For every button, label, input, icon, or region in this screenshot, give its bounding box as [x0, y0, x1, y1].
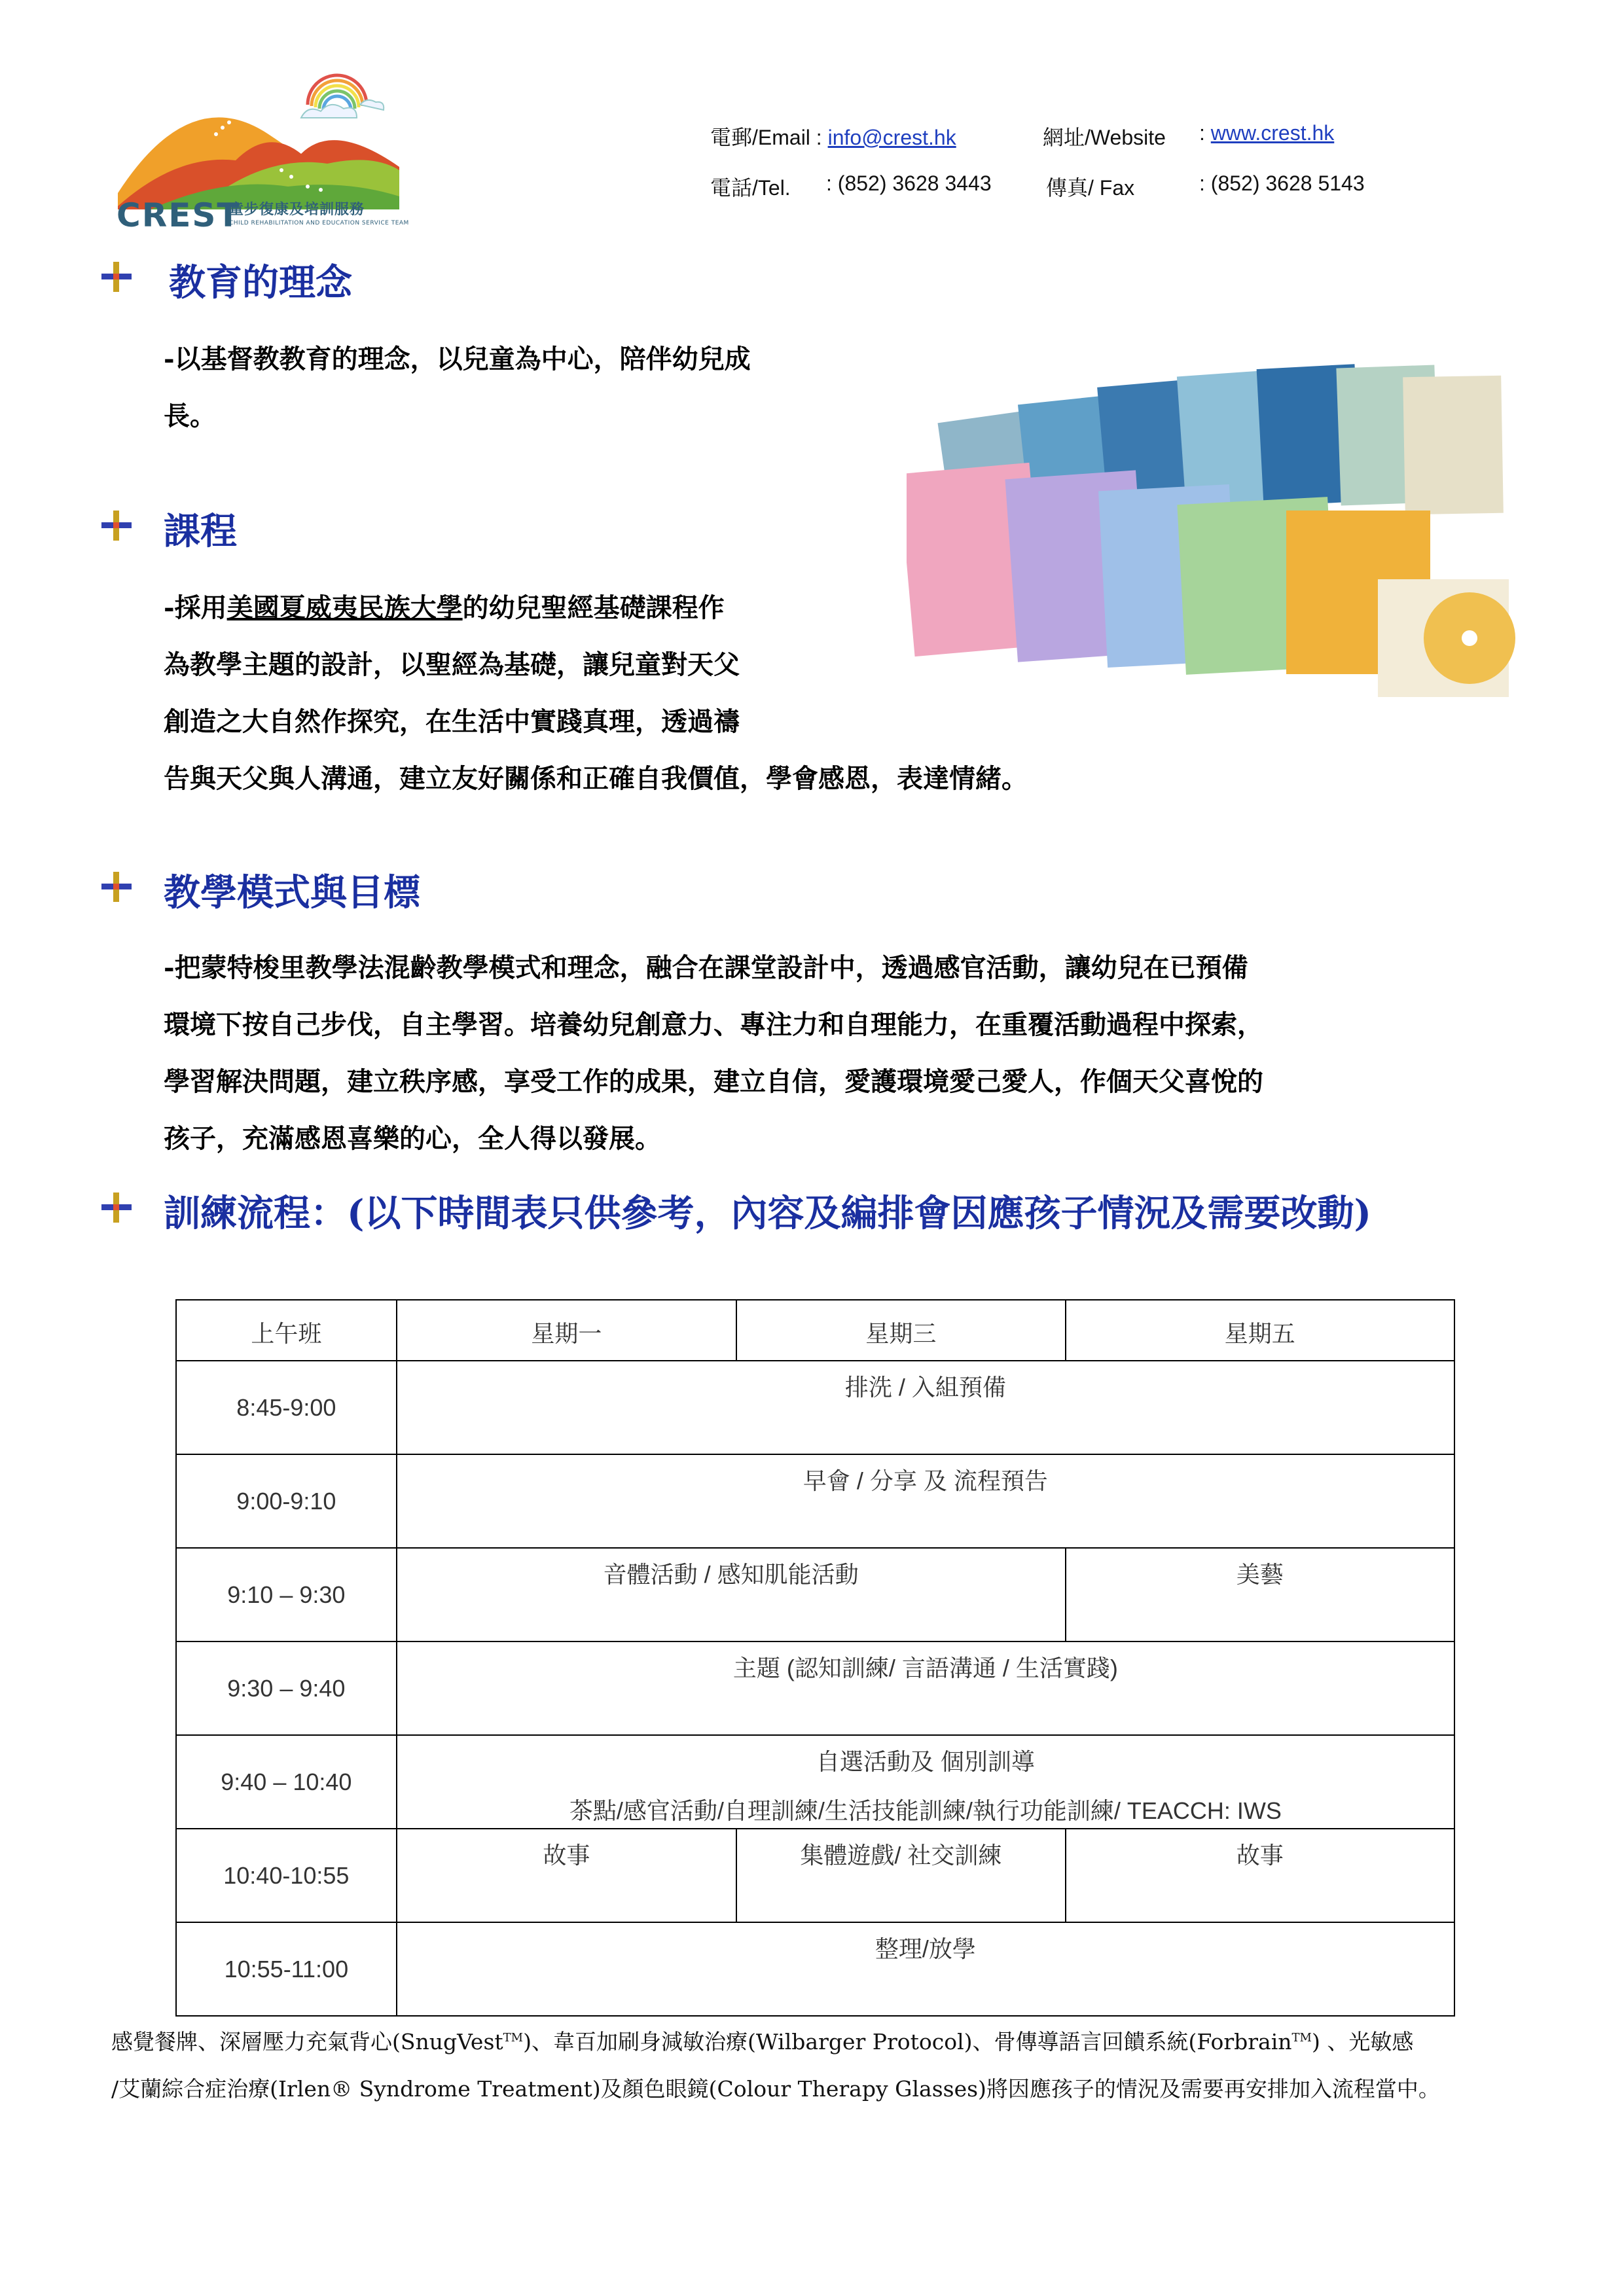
activity-cell: 整理/放學: [397, 1922, 1454, 2016]
time-cell: 8:45-9:00: [176, 1361, 397, 1454]
fax-value: : (852) 3628 5143: [1199, 171, 1365, 195]
teaching-line: -把蒙特梭里教學法混齡教學模式和理念，融合在課堂設計中，透過感官活動，讓幼兒在已預備: [164, 952, 1248, 983]
philosophy-line: -以基督教教育的理念，以兒童為中心，陪伴幼兒成: [164, 344, 751, 374]
email-line: [710, 121, 956, 151]
activity-cell: 集體遊戲/ 社交訓練: [736, 1829, 1065, 1922]
tel-value: : (852) 3628 3443: [826, 171, 992, 195]
time-cell: 9:40 – 10:40: [176, 1735, 397, 1829]
activity-cell: 音體活動 / 感知肌能活動: [397, 1548, 1066, 1641]
column-header-class: 上午班: [176, 1300, 397, 1361]
university-name: 美國夏威夷民族大學: [226, 592, 463, 623]
column-header-wednesday: 星期三: [736, 1300, 1065, 1361]
fax-label: 傳真/ Fax: [1046, 176, 1135, 200]
time-cell: 10:55-11:00: [176, 1922, 397, 2016]
curriculum-line: 創造之大自然作探究，在生活中實踐真理，透過禱: [164, 706, 740, 737]
time-cell: 10:40-10:55: [176, 1829, 397, 1922]
activity-line: 自選活動及 個別訓導: [816, 1748, 1035, 1775]
activity-cell: 故事: [397, 1829, 736, 1922]
philosophy-text: [164, 331, 751, 444]
section-title-teaching: 教學模式與目標: [164, 871, 420, 914]
curriculum-line: 為教學主題的設計，以聖經為基礎，讓兒童對天父: [164, 649, 740, 680]
table-row: [176, 1641, 1454, 1735]
table-row: [176, 1922, 1454, 2016]
section-title-training: 訓練流程：(以下時間表只供參考，內容及編排會因應孩子情況及需要改動): [164, 1192, 1371, 1235]
activity-cell: 早會 / 分享 及 流程預告: [397, 1454, 1454, 1548]
schedule-table: [175, 1299, 1455, 2017]
email-label: 電郵/Email :: [710, 126, 828, 149]
curriculum-text: [164, 579, 1028, 807]
trademark-mark: TM: [503, 2031, 524, 2045]
table-row: [176, 1735, 1454, 1829]
activity-line: 茶點/感官活動/自理訓練/生活技能訓練/執行功能訓練/ TEACCH: IWS: [569, 1797, 1282, 1824]
bullet-star-icon: [100, 870, 133, 903]
brand-english-name: CHILD REHABILITATION AND EDUCATION SERVICE TEAM: [229, 220, 409, 226]
time-cell: 9:00-9:10: [176, 1454, 397, 1548]
footnote-line: 感覺餐牌、深層壓力充氣背心(SnugVest™)、韋百加刷身減敏治療(Wilbarger Protocol)、骨傳導語言回饋系統(Forbrain™) 、光敏感: [111, 2029, 1414, 2054]
bullet-star-icon: [100, 509, 133, 542]
website-separator: :: [1199, 121, 1211, 145]
table-row: [176, 1454, 1454, 1548]
email-link[interactable]: info@crest.hk: [827, 126, 956, 149]
activity-cell: 主題 (認知訓練/ 言語溝通 / 生活實踐): [397, 1641, 1454, 1735]
website-link[interactable]: www.crest.hk: [1210, 121, 1335, 145]
website-line: [1043, 121, 1166, 151]
table-header-row: [176, 1300, 1454, 1361]
time-cell: 9:30 – 9:40: [176, 1641, 397, 1735]
tel-label: 電話/Tel.: [710, 176, 791, 200]
activity-cell: 故事: [1066, 1829, 1454, 1922]
table-row: [176, 1548, 1454, 1641]
table-row: [176, 1829, 1454, 1922]
section-title-curriculum: 課程: [164, 510, 237, 553]
footnote-line: /艾蘭綜合症治療(Irlen® Syndrome Treatment)及顏色眼鏡(Colour Therapy Glasses)將因應孩子的情況及需要再安排加入流程當中。: [111, 2076, 1440, 2102]
activity-cell: 排洗 / 入組預備: [397, 1361, 1454, 1454]
bullet-star-icon: [100, 1191, 133, 1224]
bullet-star-icon: [100, 260, 133, 293]
activity-cell: [397, 1735, 1454, 1829]
teaching-line: 環境下按自己步伐，自主學習。培養幼兒創意力、專注力和自理能力，在重覆活動過程中探索，: [164, 1009, 1263, 1040]
table-row: [176, 1361, 1454, 1454]
section-title-philosophy: 教育的理念: [169, 261, 352, 304]
curriculum-line: -採用美國夏威夷民族大學的幼兒聖經基礎課程作: [164, 592, 725, 623]
brand-name: CREST: [117, 196, 241, 234]
time-cell: 9:10 – 9:30: [176, 1548, 397, 1641]
trademark-mark: TM: [1291, 2031, 1312, 2045]
column-header-friday: 星期五: [1066, 1300, 1454, 1361]
website-value: [1199, 121, 1334, 145]
website-label: 網址/Website: [1043, 126, 1166, 149]
teaching-line: 學習解決問題，建立秩序感，享受工作的成果，建立自信，愛護環境愛己愛人，作個天父喜悅的: [164, 1066, 1263, 1097]
philosophy-line: 長。: [164, 401, 216, 431]
teaching-line: 孩子，充滿感恩喜樂的心，全人得以發展。: [164, 1123, 661, 1154]
curriculum-line: 告與天父與人溝通，建立友好關係和正確自我價值，學會感恩，表達情緒。: [164, 763, 1028, 794]
activity-cell: 美藝: [1066, 1548, 1454, 1641]
brand-chinese-name: 童步復康及培訓服務: [229, 202, 365, 218]
column-header-monday: 星期一: [397, 1300, 736, 1361]
teaching-text: [164, 939, 1263, 1167]
